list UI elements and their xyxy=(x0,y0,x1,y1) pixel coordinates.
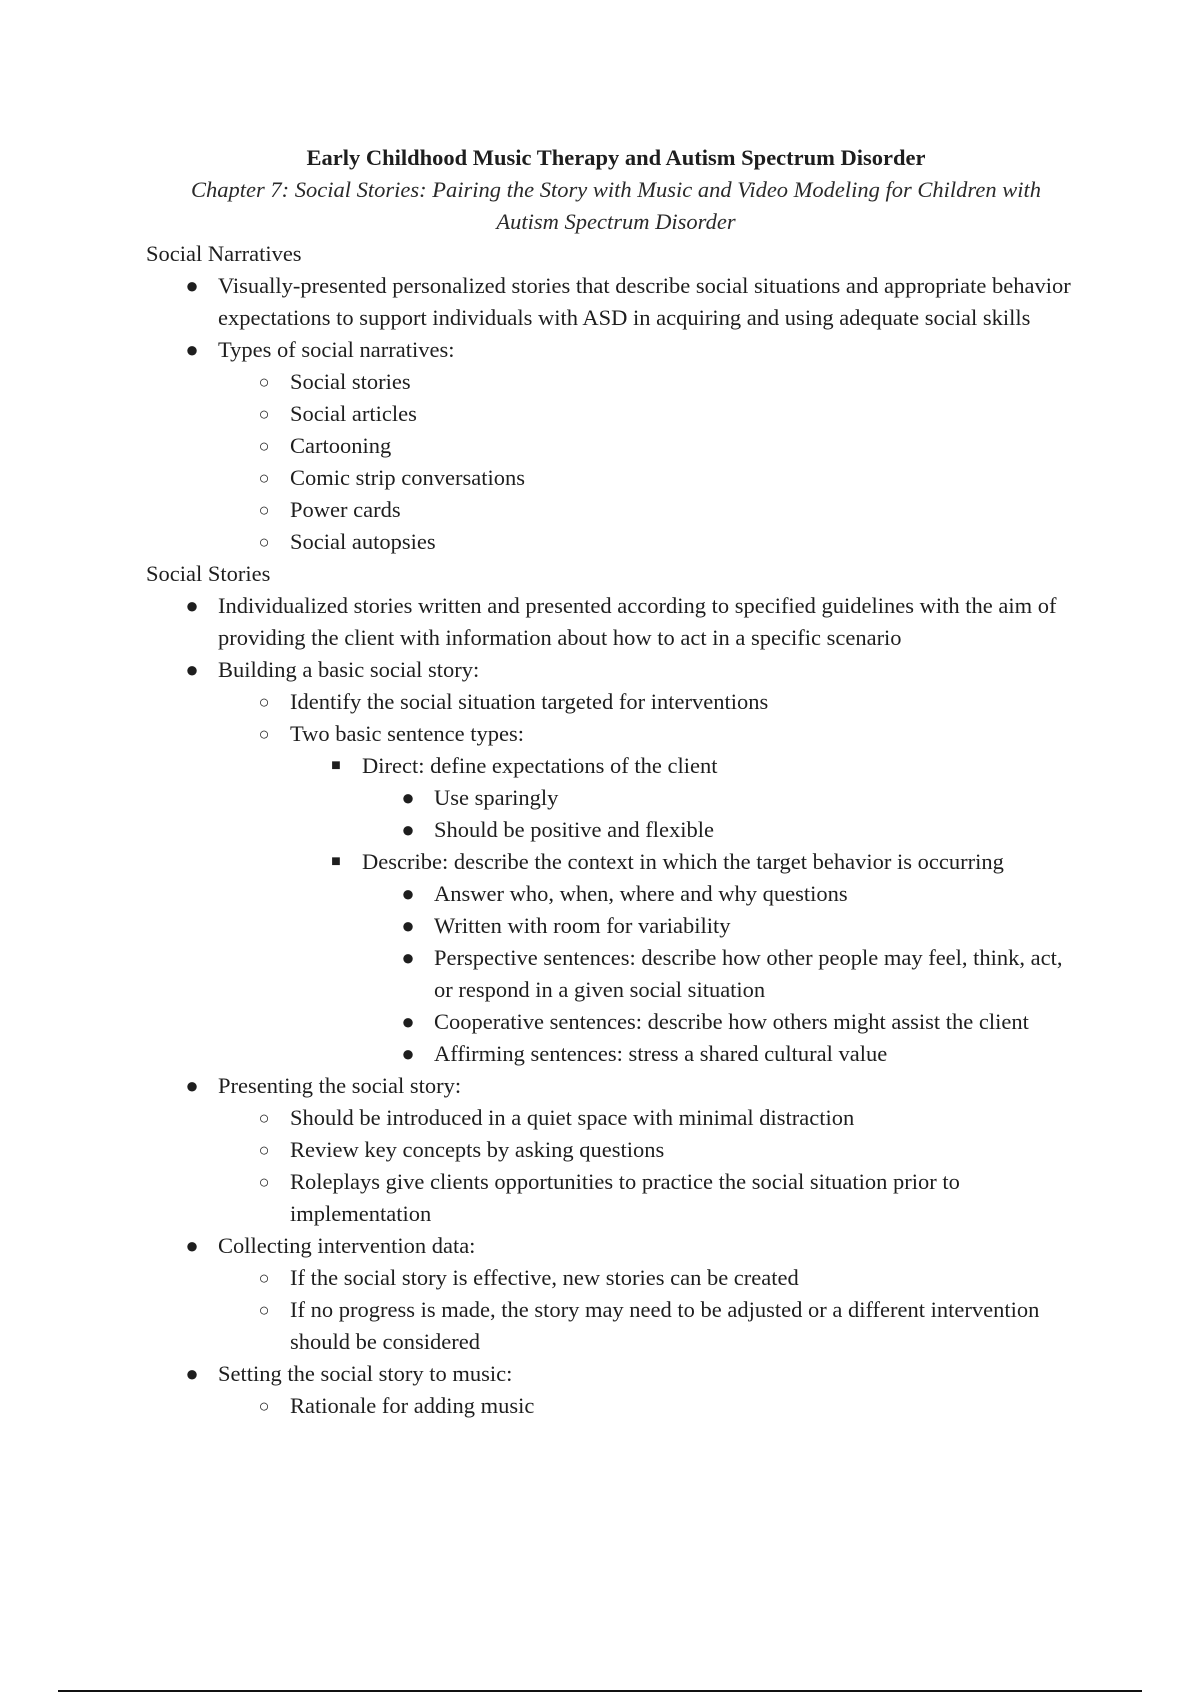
describe-sentence-notes xyxy=(362,878,1086,1070)
section-heading-social-stories: Social Stories xyxy=(146,561,271,586)
list-item-text: Visually-presented personalized stories that describe social situations and appropriate behavior expectations to support individuals with ASD in acquiring and using adequate social skills xyxy=(218,273,1071,330)
list-item-text: Identify the social situation targeted for interventions xyxy=(290,689,769,714)
filled-bullet-icon: ● xyxy=(401,913,415,938)
list-item xyxy=(218,686,1086,718)
document-subtitle xyxy=(146,174,1086,238)
list-item xyxy=(146,334,1086,558)
list-item xyxy=(146,270,1086,334)
social-stories-list xyxy=(146,590,1086,1422)
square-bullet-icon: ■ xyxy=(331,757,341,774)
direct-sentence-notes xyxy=(362,782,1086,846)
list-item xyxy=(362,910,1086,942)
subtitle-line-1: Chapter 7: Social Stories: Pairing the Story with Music and Video Modeling for Children with xyxy=(191,177,1041,202)
list-item-text: Should be positive and flexible xyxy=(434,817,714,842)
list-item xyxy=(362,782,1086,814)
list-item xyxy=(218,494,1086,526)
list-item-text: Types of social narratives: xyxy=(218,337,455,362)
list-item-text: If the social story is effective, new stories can be created xyxy=(290,1265,799,1290)
hollow-bullet-icon: ○ xyxy=(258,692,270,712)
hollow-bullet-icon: ○ xyxy=(258,1300,270,1320)
list-item-text: Collecting intervention data: xyxy=(218,1233,476,1258)
list-item xyxy=(218,462,1086,494)
document-page xyxy=(146,142,1086,1422)
hollow-bullet-icon: ○ xyxy=(258,1140,270,1160)
list-item-text: Should be introduced in a quiet space with minimal distraction xyxy=(290,1105,855,1130)
intervention-data-list xyxy=(218,1262,1086,1358)
list-item xyxy=(362,814,1086,846)
hollow-bullet-icon: ○ xyxy=(258,532,270,552)
hollow-bullet-icon: ○ xyxy=(258,1396,270,1416)
narrative-types-list xyxy=(218,366,1086,558)
square-bullet-icon: ■ xyxy=(331,853,341,870)
list-item-text: Individualized stories written and presented according to specified guidelines with the aim of providing the client with information about how to act in a specific scenario xyxy=(218,593,1057,650)
page-bottom-rule xyxy=(58,1690,1142,1692)
presenting-story-list xyxy=(218,1102,1086,1230)
list-item-text: Social stories xyxy=(290,369,411,394)
list-item-text: Social articles xyxy=(290,401,417,426)
music-setting-list xyxy=(218,1390,1086,1422)
list-item xyxy=(218,1262,1086,1294)
list-item-text: Review key concepts by asking questions xyxy=(290,1137,665,1162)
list-item xyxy=(146,1230,1086,1358)
list-item-text: Roleplays give clients opportunities to practice the social situation prior to implementation xyxy=(290,1169,960,1226)
filled-bullet-icon: ● xyxy=(401,881,415,906)
social-narratives-list xyxy=(146,270,1086,558)
document-title: Early Childhood Music Therapy and Autism Spectrum Disorder xyxy=(306,145,926,170)
list-item-text: Power cards xyxy=(290,497,401,522)
list-item xyxy=(218,1390,1086,1422)
list-item-text: Setting the social story to music: xyxy=(218,1361,513,1386)
list-item xyxy=(218,1166,1086,1230)
list-item-text: Comic strip conversations xyxy=(290,465,525,490)
list-item xyxy=(218,430,1086,462)
list-item xyxy=(146,654,1086,1070)
hollow-bullet-icon: ○ xyxy=(258,724,270,744)
hollow-bullet-icon: ○ xyxy=(258,500,270,520)
list-item-text: Answer who, when, where and why questions xyxy=(434,881,848,906)
filled-bullet-icon: ● xyxy=(185,593,199,618)
list-item xyxy=(362,942,1086,1006)
hollow-bullet-icon: ○ xyxy=(258,1268,270,1288)
list-item-text: Two basic sentence types: xyxy=(290,721,524,746)
list-item xyxy=(290,846,1086,1070)
list-item-text: Social autopsies xyxy=(290,529,436,554)
filled-bullet-icon: ● xyxy=(185,337,199,362)
filled-bullet-icon: ● xyxy=(185,1073,199,1098)
list-item xyxy=(218,718,1086,1070)
hollow-bullet-icon: ○ xyxy=(258,372,270,392)
list-item xyxy=(290,750,1086,846)
list-item xyxy=(218,526,1086,558)
hollow-bullet-icon: ○ xyxy=(258,468,270,488)
building-story-list xyxy=(218,686,1086,1070)
hollow-bullet-icon: ○ xyxy=(258,1108,270,1128)
list-item xyxy=(218,398,1086,430)
list-item xyxy=(146,1358,1086,1422)
list-item xyxy=(218,1134,1086,1166)
list-item-text: Cartooning xyxy=(290,433,392,458)
hollow-bullet-icon: ○ xyxy=(258,436,270,456)
list-item-text: Rationale for adding music xyxy=(290,1393,535,1418)
filled-bullet-icon: ● xyxy=(401,945,415,970)
filled-bullet-icon: ● xyxy=(401,1009,415,1034)
filled-bullet-icon: ● xyxy=(185,273,199,298)
list-item-text: Written with room for variability xyxy=(434,913,731,938)
list-item-text: Direct: define expectations of the client xyxy=(362,753,718,778)
list-item-text: Describe: describe the context in which the target behavior is occurring xyxy=(362,849,1004,874)
list-item xyxy=(218,1294,1086,1358)
list-item-text: Presenting the social story: xyxy=(218,1073,462,1098)
sentence-types-list xyxy=(290,750,1086,1070)
section-heading-social-narratives: Social Narratives xyxy=(146,241,302,266)
filled-bullet-icon: ● xyxy=(185,657,199,682)
filled-bullet-icon: ● xyxy=(401,785,415,810)
list-item xyxy=(146,1070,1086,1230)
list-item-text: Use sparingly xyxy=(434,785,559,810)
list-item-text: If no progress is made, the story may need to be adjusted or a different intervention should be considered xyxy=(290,1297,1040,1354)
filled-bullet-icon: ● xyxy=(185,1361,199,1386)
list-item-text: Affirming sentences: stress a shared cultural value xyxy=(434,1041,888,1066)
list-item xyxy=(362,1006,1086,1038)
hollow-bullet-icon: ○ xyxy=(258,404,270,424)
filled-bullet-icon: ● xyxy=(185,1233,199,1258)
list-item xyxy=(218,366,1086,398)
list-item-text: Perspective sentences: describe how other people may feel, think, act, or respond in a given social situation xyxy=(434,945,1063,1002)
list-item xyxy=(362,878,1086,910)
subtitle-line-2: Autism Spectrum Disorder xyxy=(496,209,736,234)
filled-bullet-icon: ● xyxy=(401,1041,415,1066)
list-item xyxy=(218,1102,1086,1134)
filled-bullet-icon: ● xyxy=(401,817,415,842)
list-item-text: Building a basic social story: xyxy=(218,657,480,682)
list-item xyxy=(146,590,1086,654)
list-item xyxy=(362,1038,1086,1070)
hollow-bullet-icon: ○ xyxy=(258,1172,270,1192)
list-item-text: Cooperative sentences: describe how others might assist the client xyxy=(434,1009,1029,1034)
